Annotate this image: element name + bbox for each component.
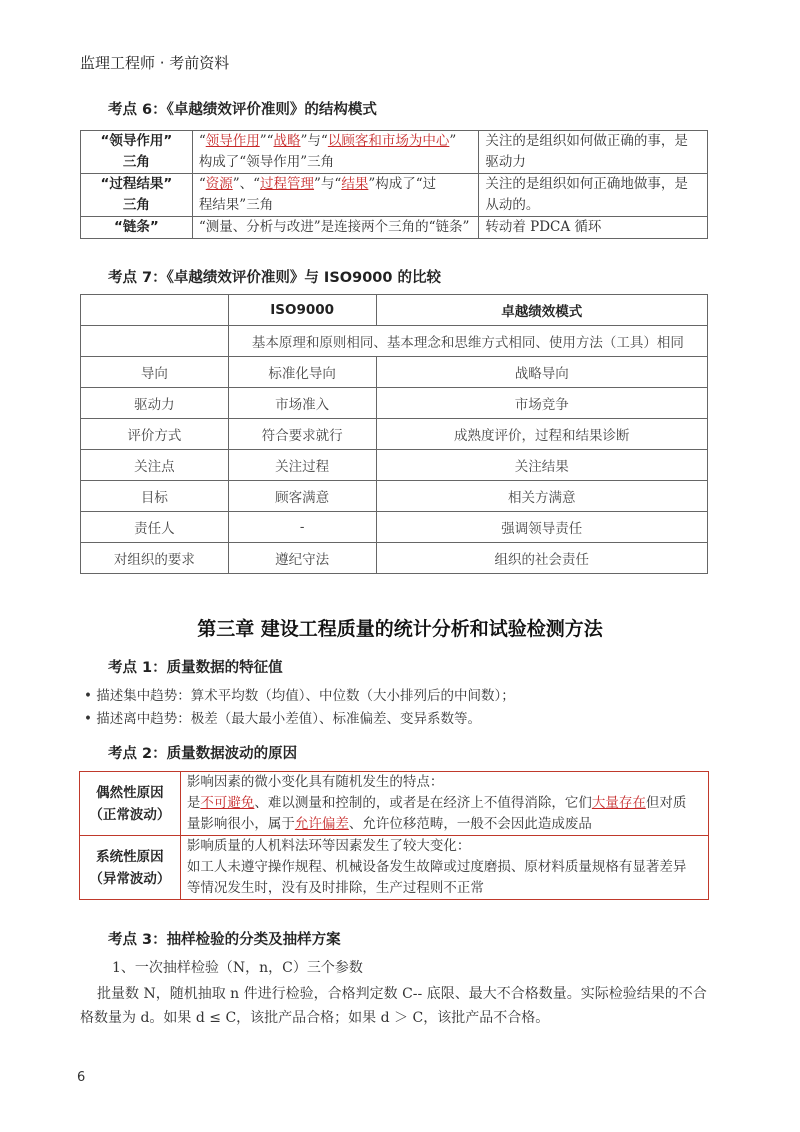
cell: 市场竞争 (376, 388, 707, 419)
cell: 符合要求就行 (228, 419, 376, 450)
highlight-text: 以顾客和市场为中心 (327, 133, 450, 149)
bullet-item: • 描述集中趋势：算术平均数（均值）、中位数（大小排列后的中间数）； (84, 688, 515, 704)
table-row (81, 131, 708, 174)
point3-heading: 考点 3：抽样检验的分类及抽样方案 (108, 932, 341, 948)
table-row (81, 450, 708, 481)
cell: 顾客满意 (228, 481, 376, 512)
common-row: 基本原理和原则相同、基本理念和思维方式相同、使用方法（工具）相同 (228, 326, 707, 357)
col-header (81, 295, 229, 326)
table-row (80, 772, 709, 836)
fluctuation-table (79, 771, 709, 900)
row-desc: 影响因素的微小变化具有随机发生的特点： 是不可避免、难以测量和控制的，或者是在经济上不值得消除，它们大量存在但对质 量影响很小，属于允许偏差、允许位移范畴，一般不会因此造成废品 (180, 772, 708, 836)
table-row (80, 836, 709, 900)
highlight-text: 战略 (273, 133, 301, 149)
highlight-text: 大量存在 (591, 795, 646, 811)
highlight-text: 领导作用 (205, 133, 260, 149)
table-row (81, 174, 708, 217)
chapter-title: 第三章 建设工程质量的统计分析和试验检测方法 (197, 618, 603, 640)
row-note: 关注的是组织如何做正确的事，是 驱动力 (479, 131, 708, 174)
table-row (81, 388, 708, 419)
cell: - (228, 512, 376, 543)
cell: 组织的社会责任 (376, 543, 707, 574)
col-header: 卓越绩效模式 (376, 295, 707, 326)
page-number: 6 (77, 1070, 86, 1085)
cell: 标准化导向 (228, 357, 376, 388)
cell: 驱动力 (81, 388, 229, 419)
row-label: “链条” (81, 217, 193, 239)
table-row (81, 357, 708, 388)
highlight-text: 允许偏差 (294, 816, 349, 832)
cell: 成熟度评价，过程和结果诊断 (376, 419, 707, 450)
cell: 关注过程 (228, 450, 376, 481)
cell: 关注点 (81, 450, 229, 481)
cell: 遵纪守法 (228, 543, 376, 574)
col-header: ISO9000 (228, 295, 376, 326)
point3-subheading: 1、一次抽样检验（N，n，C）三个参数 (112, 960, 363, 976)
cell: 责任人 (81, 512, 229, 543)
row-label: “领导作用” 三角 (81, 131, 193, 174)
cell: 关注结果 (376, 450, 707, 481)
row-desc: “资源”、“过程管理”与“结果”构成了“过 程结果”三角 (192, 174, 479, 217)
section6-heading: 考点 6：《卓越绩效评价准则》的结构模式 (108, 102, 377, 118)
cell: 市场准入 (228, 388, 376, 419)
highlight-text: 资源 (205, 176, 233, 192)
highlight-text: 结果 (341, 176, 369, 192)
structure-table (80, 130, 708, 239)
table-row (81, 481, 708, 512)
comparison-table (80, 294, 708, 574)
table-row (81, 512, 708, 543)
table-row (81, 217, 708, 239)
row-note: 转动着 PDCA 循环 (479, 217, 708, 239)
section7-heading: 考点 7：《卓越绩效评价准则》与 ISO9000 的比较 (108, 270, 442, 286)
table-header-row (81, 295, 708, 326)
page-header: 监理工程师 · 考前资料 (80, 54, 230, 72)
row-desc: 影响质量的人机料法环等因素发生了较大变化： 如工人未遵守操作规程、机械设备发生故障或过度磨损、原材料质量规格有显著差异 等情况发生时，没有及时排除，生产过程则不正常 (180, 836, 708, 900)
table-row (81, 326, 708, 357)
cell: 强调领导责任 (376, 512, 707, 543)
cell: 相关方满意 (376, 481, 707, 512)
row-label: “过程结果” 三角 (81, 174, 193, 217)
table-row (81, 543, 708, 574)
point3-paragraph-line: 格数量为 d。如果 d ≤ C，该批产品合格；如果 d ＞ C，该批产品不合格。 (80, 1010, 550, 1026)
cell: 战略导向 (376, 357, 707, 388)
cell: 导向 (81, 357, 229, 388)
row-desc: “测量、分析与改进”是连接两个三角的“链条” (192, 217, 479, 239)
cell: 对组织的要求 (81, 543, 229, 574)
row-label: 系统性原因 （异常波动） (80, 836, 181, 900)
point1-heading: 考点 1：质量数据的特征值 (108, 660, 283, 676)
row-label: 偶然性原因 （正常波动） (80, 772, 181, 836)
cell: 目标 (81, 481, 229, 512)
table-row (81, 419, 708, 450)
cell: 评价方式 (81, 419, 229, 450)
row-note: 关注的是组织如何正确地做事，是 从动的。 (479, 174, 708, 217)
row-desc: “领导作用”“战略”与“以顾客和市场为中心” 构成了“领导作用”三角 (192, 131, 479, 174)
point2-heading: 考点 2：质量数据波动的原因 (108, 746, 298, 762)
highlight-text: 过程管理 (260, 176, 315, 192)
bullet-item: • 描述离中趋势：极差（最大最小差值）、标准偏差、变异系数等。 (84, 711, 482, 727)
highlight-text: 不可避免 (200, 795, 255, 811)
point3-paragraph-line: 批量数 N，随机抽取 n 件进行检验，合格判定数 C-- 底限、最大不合格数量。实际检验结果的不合 (97, 986, 707, 1002)
